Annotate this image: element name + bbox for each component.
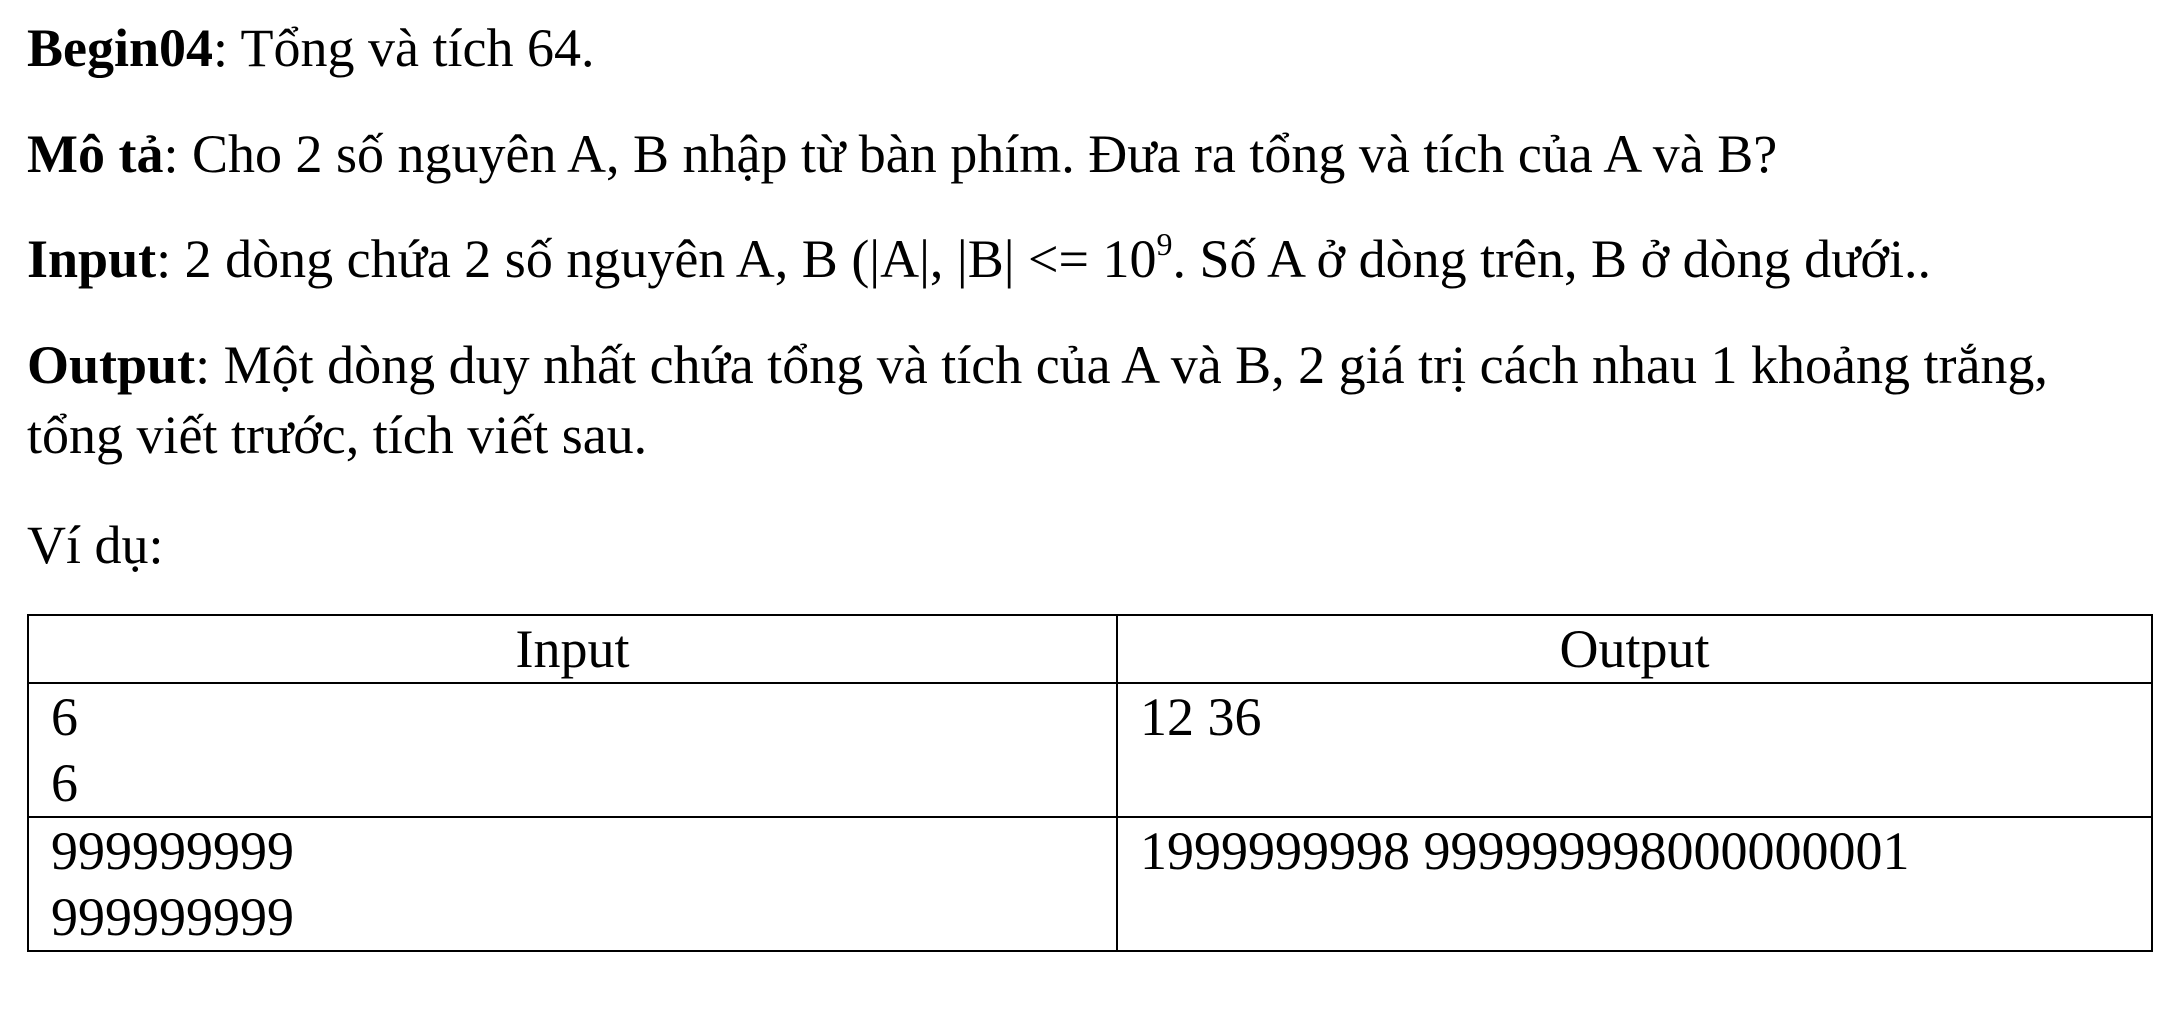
input-spec-text: : 2 dòng chứa 2 số nguyên A, B (|A|, |B| <= 10 [156,229,1157,289]
exponent: 9 [1156,226,1173,262]
input-cell [28,817,1117,951]
output-line: 12 36 [1140,687,1262,747]
output-spec-label: Output [27,335,196,395]
output-cell [1117,817,2152,951]
input-spec-label: Input [27,229,157,289]
input-line: 999999999 [51,821,294,881]
header-input: Input [28,615,1117,683]
output-spec-text: : Một dòng duy nhất chứa tổng và tích của A và B, 2 giá trị cách nhau 1 khoảng trắng, tổng viết trước, tích viết sau. [27,335,2048,465]
input-cell [28,683,1117,817]
input-line: 999999999 [51,887,294,947]
examples-table [27,614,2153,952]
description-paragraph [27,119,1777,189]
description-label: Mô tả [27,124,164,184]
input-line: 6 [51,753,78,813]
input-spec-paragraph [27,224,2152,294]
input-spec-text-after: . Số A ở dòng trên, B ở dòng dưới.. [1172,229,1931,289]
example-label: Ví dụ: [27,515,164,575]
problem-title-text: : Tổng và tích 64. [213,18,595,78]
output-cell [1117,683,2152,817]
table-header-row [28,615,2152,683]
output-line: 1999999998 999999998000000001 [1140,821,1910,881]
table-row [28,817,2152,951]
table-row [28,683,2152,817]
input-line: 6 [51,687,78,747]
description-text: : Cho 2 số nguyên A, B nhập từ bàn phím. Đưa ra tổng và tích của A và B? [163,124,1778,184]
problem-title [27,13,595,83]
header-output: Output [1117,615,2152,683]
problem-code: Begin04 [27,18,214,78]
output-spec-paragraph [27,330,2117,470]
